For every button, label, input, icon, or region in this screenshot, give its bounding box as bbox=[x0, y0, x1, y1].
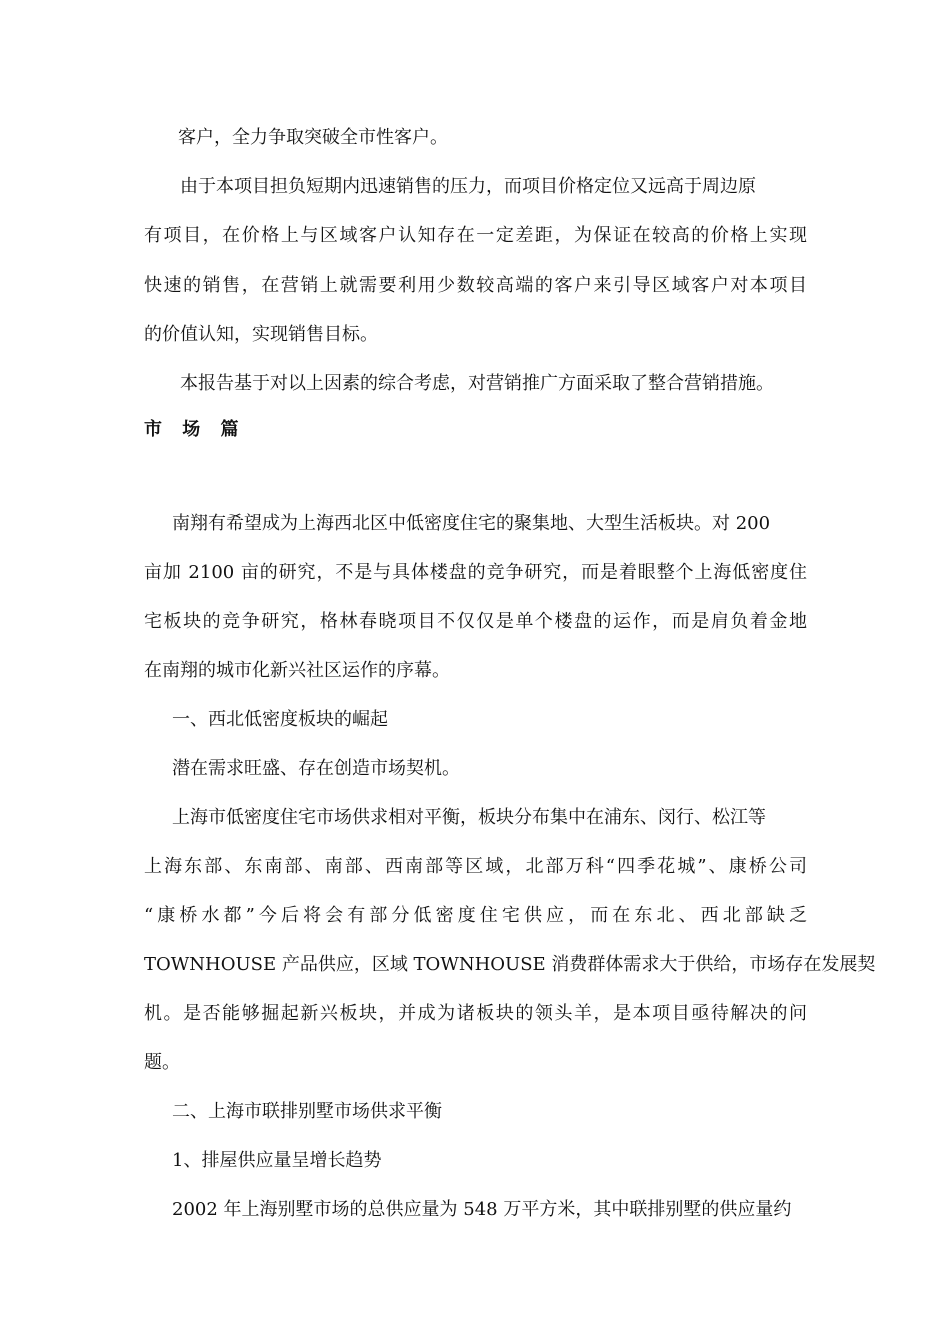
text-line: 有项目，在价格上与区域客户认知存在一定差距，为保证在较高的价格上实现 bbox=[144, 225, 807, 246]
text-line: 潜在需求旺盛、存在创造市场契机。 bbox=[172, 758, 460, 779]
subheading: 1、排屋供应量呈增长趋势 bbox=[172, 1150, 382, 1171]
text-line: 在南翔的城市化新兴社区运作的序幕。 bbox=[144, 660, 450, 681]
text-line: “康桥水都”今后将会有部分低密度住宅供应，而在东北、西北部缺乏 bbox=[144, 905, 807, 926]
text-line: 的价值认知，实现销售目标。 bbox=[144, 324, 378, 345]
text-line: 题。 bbox=[144, 1052, 180, 1073]
text-line: TOWNHOUSE 产品供应，区域 TOWNHOUSE 消费群体需求大于供给，市场存在发展契 bbox=[144, 954, 876, 975]
text-line: 本报告基于对以上因素的综合考虑，对营销推广方面采取了整合营销措施。 bbox=[180, 373, 774, 394]
text-line: 快速的销售，在营销上就需要利用少数较高端的客户来引导区域客户对本项目 bbox=[144, 275, 807, 296]
text-line: 2002 年上海别墅市场的总供应量为 548 万平方米，其中联排别墅的供应量约 bbox=[172, 1199, 792, 1220]
text-line: 由于本项目担负短期内迅速销售的压力，而项目价格定位又远高于周边原 bbox=[180, 176, 756, 197]
text-line: 上海东部、东南部、南部、西南部等区域，北部万科“四季花城”、康桥公司 bbox=[144, 856, 807, 877]
text-line: 客户，全力争取突破全市性客户。 bbox=[178, 127, 448, 148]
text-line: 机。是否能够掘起新兴板块，并成为诸板块的领头羊，是本项目亟待解决的问 bbox=[144, 1003, 807, 1024]
text-line: 上海市低密度住宅市场供求相对平衡，板块分布集中在浦东、闵行、松江等 bbox=[172, 807, 766, 828]
text-line: 亩加 2100 亩的研究，不是与具体楼盘的竞争研究，而是着眼整个上海低密度住 bbox=[144, 562, 807, 583]
subheading: 一、西北低密度板块的崛起 bbox=[172, 709, 388, 730]
section-heading: 市 场 篇 bbox=[144, 419, 246, 440]
text-line: 宅板块的竞争研究，格林春晓项目不仅仅是单个楼盘的运作，而是肩负着金地 bbox=[144, 611, 807, 632]
subheading: 二、上海市联排别墅市场供求平衡 bbox=[172, 1101, 442, 1122]
text-line: 南翔有希望成为上海西北区中低密度住宅的聚集地、大型生活板块。对 200 bbox=[172, 513, 771, 534]
